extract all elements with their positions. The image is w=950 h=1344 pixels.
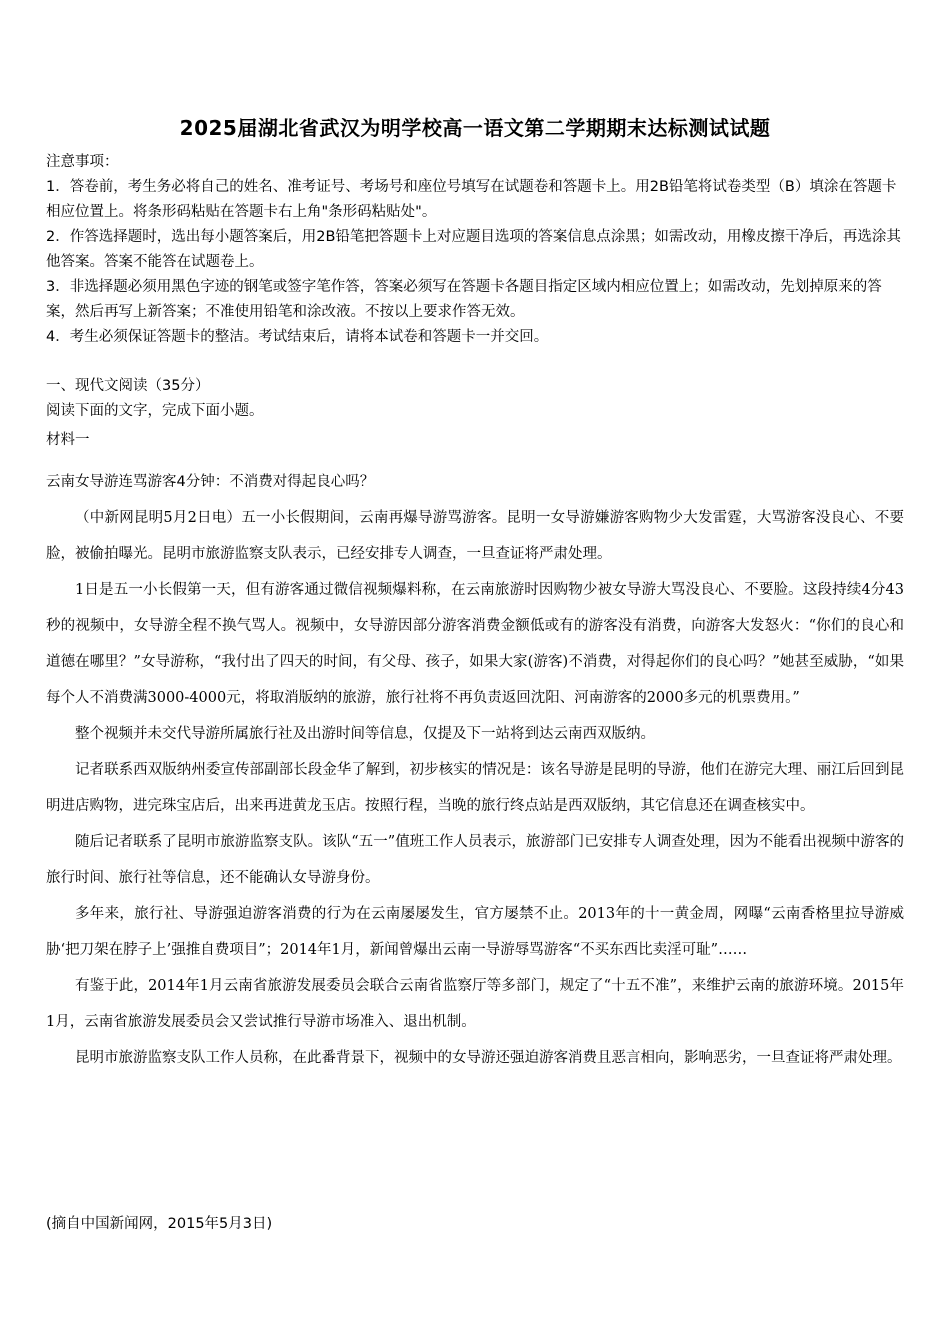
article-body bbox=[46, 464, 904, 1076]
article-paragraph: 昆明市旅游监察支队工作人员称，在此番背景下，视频中的女导游还强迫游客消费且恶言相向，影响恶劣，一旦查证将严肃处理。 bbox=[75, 1050, 902, 1066]
notice-item: 2．作答选择题时，选出每小题答案后，用2B铅笔把答题卡上对应题目选项的答案信息点涂黑；如需改动，用橡皮擦干净后，再选涂其他答案。答案不能答在试题卷上。 bbox=[46, 229, 901, 270]
article-paragraph: 随后记者联系了昆明市旅游监察支队。该队“五一”值班工作人员表示，旅游部门已安排专人调查处理，因为不能看出视频中游客的旅行时间、旅行社等信息，还不能确认女导游身份。 bbox=[46, 834, 904, 886]
section-heading: 一、现代文阅读（35分） bbox=[46, 378, 210, 394]
article-paragraph: （中新网昆明5月2日电）五一小长假期间，云南再爆导游骂游客。昆明一女导游嫌游客购物少大发雷霆，大骂游客没良心、不要脸，被偷拍曝光。昆明市旅游监察支队表示，已经安排专人调查，一旦查证将严肃处理。 bbox=[46, 510, 904, 562]
article-paragraph: 1日是五一小长假第一天，但有游客通过微信视频爆料称，在云南旅游时因购物少被女导游大骂没良心、不要脸。这段持续4分43秒的视频中，女导游全程不换气骂人。视频中，女导游因部分游客消费金额低或有的游客没有消费，向游客大发怒火：“你们的良心和道德在哪里？”女导游称，“我付出了四天的时间，有父母、孩子，如果大家(游客)不消费，对得起你们的良心吗？”她甚至威胁，“如果每个人不消费满3000-4000元，将取消版纳的旅游，旅行社将不再负责返回沈阳、河南游客的2000多元的机票费用。” bbox=[46, 582, 904, 706]
article-headline: 云南女导游连骂游客4分钟：不消费对得起良心吗？ bbox=[46, 474, 375, 490]
notice-item: 1．答卷前，考生务必将自己的姓名、准考证号、考场号和座位号填写在试题卷和答题卡上。用2B铅笔将试卷类型（B）填涂在答题卡相应位置上。将条形码粘贴在答题卡右上角"条形码粘贴处"。 bbox=[46, 179, 897, 220]
article-source: (摘自中国新闻网，2015年5月3日) bbox=[46, 1216, 273, 1232]
notice-block bbox=[46, 150, 910, 350]
article-paragraph: 有鉴于此，2014年1月云南省旅游发展委员会联合云南省监察厅等多部门，规定了“十五不准”，来维护云南的旅游环境。2015年1月，云南省旅游发展委员会又尝试推行导游市场准入、退出机制。 bbox=[46, 978, 904, 1030]
page-title: 2025届湖北省武汉为明学校高一语文第二学期期末达标测试试题 bbox=[179, 116, 771, 140]
article-paragraph: 整个视频并未交代导游所属旅行社及出游时间等信息，仅提及下一站将到达云南西双版纳。 bbox=[75, 726, 655, 742]
section-instruction: 阅读下面的文字，完成下面小题。 bbox=[46, 403, 264, 419]
notice-item: 4．考生必须保证答题卡的整洁。考试结束后，请将本试卷和答题卡一并交回。 bbox=[46, 329, 549, 345]
article-paragraph: 多年来，旅行社、导游强迫游客消费的行为在云南屡屡发生，官方屡禁不止。2013年的十一黄金周，网曝“云南香格里拉导游威胁‘把刀架在脖子上’强推自费项目”；2014年1月，新闻曾爆出云南一导游辱骂游客“不买东西比卖淫可耻”…… bbox=[46, 906, 904, 958]
notice-item: 3．非选择题必须用黑色字迹的钢笔或签字笔作答，答案必须写在答题卡各题目指定区域内相应位置上；如需改动，先划掉原来的答案，然后再写上新答案；不准使用铅笔和涂改液。不按以上要求作答无效。 bbox=[46, 279, 882, 320]
notice-heading: 注意事项： bbox=[46, 154, 119, 170]
material-label: 材料一 bbox=[46, 432, 90, 448]
section-header bbox=[46, 374, 910, 453]
article-paragraph: 记者联系西双版纳州委宣传部副部长段金华了解到，初步核实的情况是：该名导游是昆明的导游，他们在游完大理、丽江后回到昆明进店购物，进完珠宝店后，出来再进黄龙玉店。按照行程，当晚的旅行终点站是西双版纳，其它信息还在调查核实中。 bbox=[46, 762, 904, 814]
